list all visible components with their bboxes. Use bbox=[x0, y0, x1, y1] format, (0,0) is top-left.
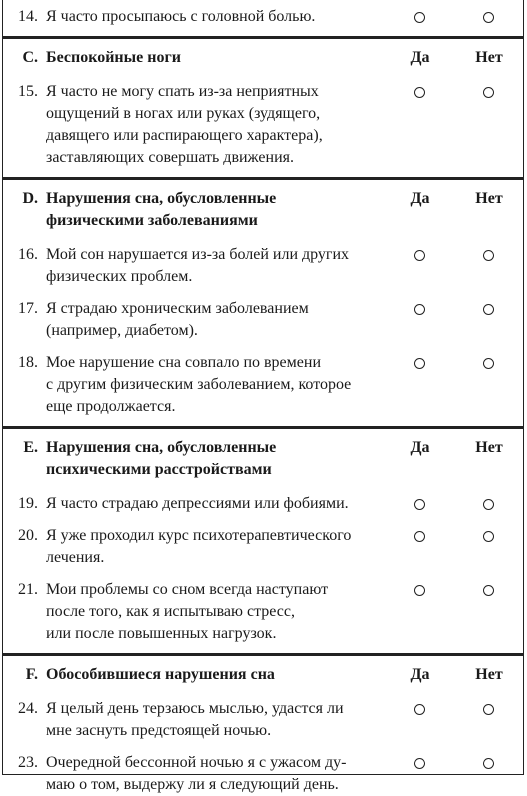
section-letter: E. bbox=[23, 439, 38, 456]
item-text-line: (например, диабетом). bbox=[46, 322, 198, 339]
no-radio[interactable] bbox=[483, 758, 494, 769]
item-text-line: маю о том, выдержу ли я следующий день. bbox=[46, 776, 339, 793]
item-text bbox=[46, 752, 391, 796]
column-header-yes: Да bbox=[410, 190, 430, 207]
yes-radio[interactable] bbox=[414, 704, 425, 715]
yes-radio[interactable] bbox=[414, 250, 425, 261]
yes-radio[interactable] bbox=[414, 304, 425, 315]
item-text bbox=[46, 298, 391, 342]
no-radio[interactable] bbox=[483, 499, 494, 510]
item-text-line: Я часто страдаю депрессиями или фобиями. bbox=[46, 495, 349, 512]
no-radio[interactable] bbox=[483, 585, 494, 596]
yes-radio[interactable] bbox=[414, 358, 425, 369]
item-text bbox=[46, 525, 391, 569]
yes-radio[interactable] bbox=[414, 531, 425, 542]
section-title-line: физическими заболеваниями bbox=[46, 212, 258, 229]
item-text-line: с другим физическим заболеванием, которое bbox=[46, 376, 352, 393]
no-radio[interactable] bbox=[483, 531, 494, 542]
item-text bbox=[46, 493, 391, 515]
section-divider bbox=[2, 426, 524, 429]
section-divider bbox=[2, 653, 524, 656]
section-divider bbox=[2, 36, 524, 39]
no-radio[interactable] bbox=[483, 250, 494, 261]
no-radio[interactable] bbox=[483, 12, 494, 23]
section-title-line: Нарушения сна, обусловленные bbox=[46, 439, 277, 456]
item-text-line: мне заснуть предстоящей ночью. bbox=[46, 722, 272, 739]
item-number: 24. bbox=[18, 700, 38, 717]
item-text-line: Мое нарушение сна совпало по времени bbox=[46, 354, 322, 371]
item-text-line: давящего или распирающего характера), bbox=[46, 127, 323, 144]
item-text bbox=[46, 244, 391, 288]
yes-radio[interactable] bbox=[414, 758, 425, 769]
column-header-no: Нет bbox=[475, 666, 503, 683]
column-header-yes: Да bbox=[410, 666, 430, 683]
no-radio[interactable] bbox=[483, 87, 494, 98]
section-title-line: Обособившиеся нарушения сна bbox=[46, 666, 275, 683]
item-number: 15. bbox=[18, 83, 38, 100]
item-number: 14. bbox=[18, 8, 38, 25]
column-header-yes: Да bbox=[410, 49, 430, 66]
yes-radio[interactable] bbox=[414, 585, 425, 596]
item-text-line: или после повышенных нагрузок. bbox=[46, 625, 277, 642]
yes-radio[interactable] bbox=[414, 87, 425, 98]
item-number: 23. bbox=[18, 754, 38, 771]
section-title bbox=[46, 664, 386, 686]
item-text-line: Я часто не могу спать из-за неприятных bbox=[46, 83, 319, 100]
column-header-no: Нет bbox=[475, 49, 503, 66]
section-letter: D. bbox=[22, 190, 38, 207]
item-number: 18. bbox=[18, 354, 38, 371]
item-text-line: Я часто просыпаюсь с головной болью. bbox=[46, 8, 316, 25]
no-radio[interactable] bbox=[483, 358, 494, 369]
no-radio[interactable] bbox=[483, 704, 494, 715]
item-number: 17. bbox=[18, 300, 38, 317]
item-text-line: Мои проблемы со сном всегда наступают bbox=[46, 581, 329, 598]
section-title-line: психическими расстройствами bbox=[46, 461, 272, 478]
column-header-yes: Да bbox=[410, 439, 430, 456]
section-title bbox=[46, 188, 386, 232]
item-text-line: заставляющих совершать движения. bbox=[46, 149, 294, 166]
item-text bbox=[46, 352, 391, 418]
item-number: 21. bbox=[18, 581, 38, 598]
item-text-line: Мой сон нарушается из-за болей или других bbox=[46, 246, 350, 263]
item-number: 16. bbox=[18, 246, 38, 263]
item-number: 20. bbox=[18, 527, 38, 544]
item-text-line: после того, как я испытываю стресс, bbox=[46, 603, 295, 620]
item-text bbox=[46, 6, 391, 28]
item-text-line: ощущений в ногах или руках (зудящего, bbox=[46, 105, 321, 122]
item-text-line: физических проблем. bbox=[46, 268, 193, 285]
yes-radio[interactable] bbox=[414, 499, 425, 510]
section-title bbox=[46, 437, 386, 481]
item-text bbox=[46, 81, 391, 169]
section-divider bbox=[2, 177, 524, 180]
item-text-line: Я уже проходил курс психотерапевтического bbox=[46, 527, 352, 544]
item-text bbox=[46, 698, 391, 742]
item-text-line: еще продолжается. bbox=[46, 398, 176, 415]
column-header-no: Нет bbox=[475, 190, 503, 207]
column-header-no: Нет bbox=[475, 439, 503, 456]
section-title bbox=[46, 47, 386, 69]
item-text-line: лечения. bbox=[46, 549, 105, 566]
item-number: 19. bbox=[18, 495, 38, 512]
item-text-line: Очередной бессонной ночью я с ужасом ду- bbox=[46, 754, 347, 771]
section-title-line: Беспокойные ноги bbox=[46, 49, 181, 66]
item-text bbox=[46, 579, 391, 645]
no-radio[interactable] bbox=[483, 304, 494, 315]
section-letter: C. bbox=[22, 49, 38, 66]
item-text-line: Я целый день терзаюсь мыслью, удастся ли bbox=[46, 700, 344, 717]
yes-radio[interactable] bbox=[414, 12, 425, 23]
section-title-line: Нарушения сна, обусловленные bbox=[46, 190, 277, 207]
item-text-line: Я страдаю хроническим заболеванием bbox=[46, 300, 309, 317]
section-letter: F. bbox=[25, 666, 38, 683]
